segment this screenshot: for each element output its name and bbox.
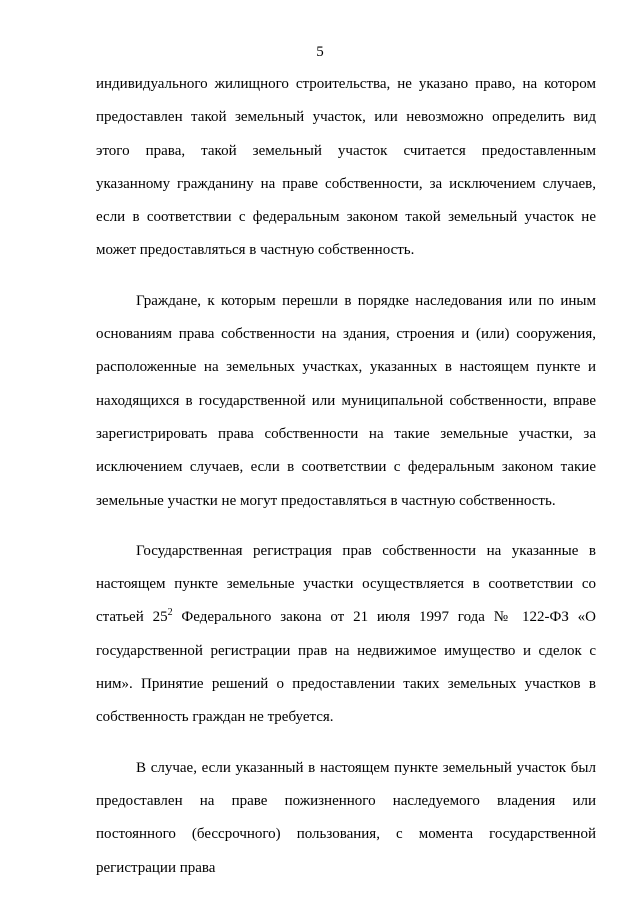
superscript: 2 [167,607,173,619]
paragraph-text-part: Государственная регистрация прав собственности на указанные в настоящем пункте земельные участки осуществляется в соответствии со статьей 25 [96,542,596,626]
paragraph-lifetime-ownership: В случае, если указанный в настоящем пункте земельный участок был предоставлен на праве пожизненного наследуемого владения или постоянного (бессрочного) пользования, с момента государственной регистрации права [96,759,596,876]
paragraph-state-registration [96,535,596,735]
document-body [96,68,596,885]
paragraph-continuation: индивидуального жилищного строительства, не указано право, на котором предоставлен такой земельный участок, или невозможно определить вид этого права, такой земельный участок считается предоставленным указанному гражданину на праве собственности, за исключением случаев, если в соответствии с федеральным законом такой земельный участок не может предоставляться в частную собственность. [96,76,596,259]
paragraph-text-part: Федерального закона от 21 июля 1997 года № 122-ФЗ «О государственной регистрации прав на недвижимое имущество и сделок с ним». Принятие решений о предоставлении таких земельных участков в собственность граждан не требуется. [96,609,596,726]
paragraph-heirs: Граждане, к которым перешли в порядке наследования или по иным основаниям права собственности на здания, строения и (или) сооружения, расположенные на земельных участках, указанных в настоящем пункте и находящихся в государственной или муниципальной собственности, вправе зарегистрировать права собственности на такие земельные участки, за исключением случаев, если в соответствии с федеральным законом такие земельные участки не могут предоставляться в частную собственность. [96,292,596,509]
page-number: 5 [316,44,324,60]
